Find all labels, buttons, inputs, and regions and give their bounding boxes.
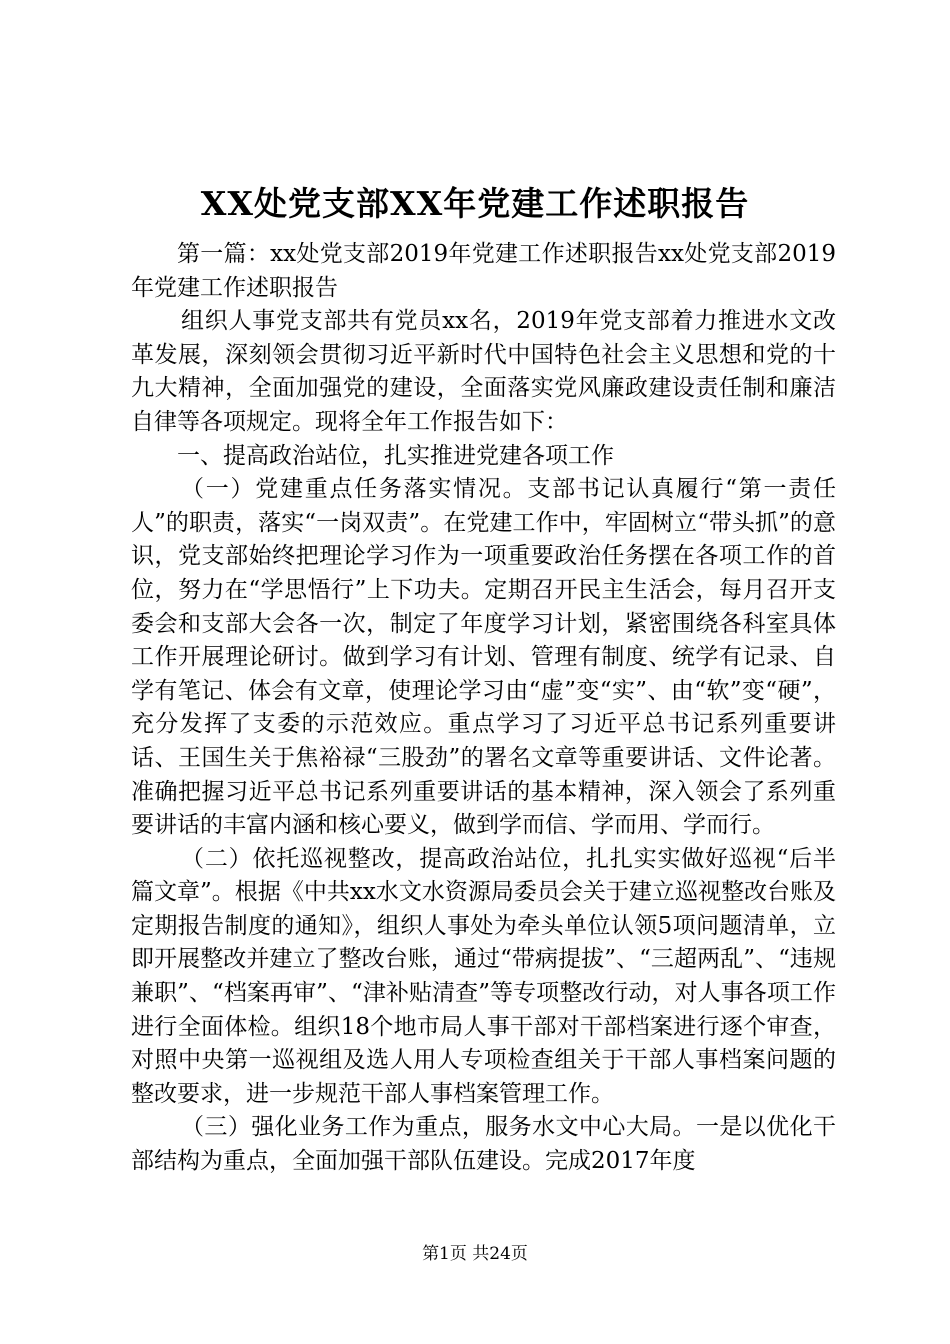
paragraph-section-1-2: （二）依托巡视整改，提高政治站位，扎扎实实做好巡视“后半篇文章”。根据《中共xx水文水资源局委员会关于建立巡视整改台账及定期报告制度的通知》，组织人事处为牵头单位认领5项问题清单，立即开展整改并建立了整改台账，通过“带病提拔”、“三超两乱”、“违规兼职”、“档案再审”、“津补贴清查”等专项整改行动，对人事各项工作进行全面体检。组织18个地市局人事干部对干部档案进行逐个审查，对照中央第一巡视组及选人用人专项检查组关于干部人事档案问题的整改要求，进一步规范干部人事档案管理工作。 (131, 845, 836, 1107)
paragraph-section-1-1: （一）党建重点任务落实情况。支部书记认真履行“第一责任人”的职责，落实“一岗双责”。在党建工作中，牢固树立“带头抓”的意识，党支部始终把理论学习作为一项重要政治任务摆在各项工作的首位，努力在“学思悟行”上下功夫。定期召开民主生活会，每月召开支委会和支部大会各一次，制定了年度学习计划，紧密围绕各科室具体工作开展理论研讨。做到学习有计划、管理有制度、统学有记录、自学有笔记、体会有文章，使理论学习由“虚”变“实”、由“软”变“硬”，充分发挥了支委的示范效应。重点学习了习近平总书记系列重要讲话、王国生关于焦裕禄“三股劲”的署名文章等重要讲话、文件论著。准确把握习近平总书记系列重要讲话的基本精神，深入领会了系列重要讲话的丰富内涵和核心要义，做到学而信、学而用、学而行。 (131, 476, 836, 839)
paragraph-overview: 组织人事党支部共有党员xx名，2019年党支部着力推进水文改革发展，深刻领会贯彻习近平新时代中国特色社会主义思想和党的十九大精神，全面加强党的建设，全面落实党风廉政建设责任制和廉洁自律等各项规定。现将全年工作报告如下： (131, 308, 836, 435)
document-body (131, 238, 836, 1179)
document-title: XX处党支部XX年党建工作述职报告 (200, 184, 750, 223)
section-heading-1: 一、提高政治站位，扎实推进党建各项工作 (177, 442, 614, 469)
paragraph-section-1-3: （三）强化业务工作为重点，服务水文中心大局。一是以优化干部结构为重点，全面加强干部队伍建设。完成2017年度 (131, 1114, 836, 1175)
paragraph-intro: 第一篇：xx处党支部2019年党建工作述职报告xx处党支部2019年党建工作述职报告 (131, 241, 836, 301)
page-footer: 第1页 共24页 (422, 1244, 528, 1264)
